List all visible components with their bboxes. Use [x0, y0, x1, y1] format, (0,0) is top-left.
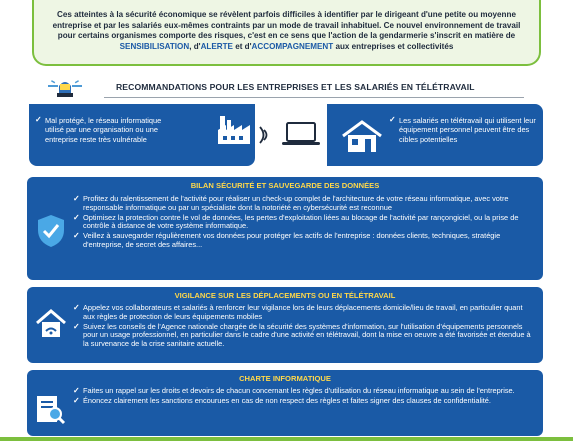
list-item: [75, 323, 533, 349]
wifi-icon: [257, 124, 275, 146]
recommendations-header: [44, 78, 534, 98]
section-title: BILAN SÉCURITÉ ET SAUVEGARDE DES DONNÉES: [190, 181, 380, 190]
list-item-text: Énoncez clairement les sanctions encourues en cas de non respect des règles et faites signer des clauses de confidentialité.: [83, 395, 491, 405]
section-list: [75, 387, 533, 407]
highlight-sensibilisation: SENSIBILISATION: [119, 41, 190, 51]
check-icon: ✓: [73, 395, 80, 405]
shield-check-icon: [35, 213, 67, 249]
list-item-text: Faites un rappel sur les droits et devoirs de chacun concernant les règles d'utilisation du réseau informatique au sein de l'entreprise.: [83, 386, 515, 395]
recommendations-title: RECOMMANDATIONS POUR LES ENTREPRISES ET LES SALARIÉS EN TÉLÉTRAVAIL: [116, 82, 475, 92]
laptop-icon: [280, 121, 322, 149]
intro-box: [32, 0, 541, 66]
check-icon: ✓: [73, 194, 80, 203]
list-item-text: Optimisez la protection contre le vol de données, les pertes d'exploitation liées au blocage de l'activité par rançongiciel, ou la prise de contrôle à distance de votre système informatique.: [83, 212, 519, 231]
list-item-text: Veillez à sauvegarder régulièrement vos données pour protéger les actifs de l'entreprise : données clients, techniques, stratégie d'entreprise, de secret des affaires...: [83, 231, 501, 249]
section-bilan-securite: [27, 177, 543, 280]
list-item: [75, 387, 533, 396]
highlight-accompagnement: ACCOMPAGNEMENT: [251, 41, 334, 51]
intro-sep-1: , d': [189, 41, 201, 51]
list-item: [75, 304, 533, 322]
check-icon: ✓: [35, 115, 42, 124]
intro-text: Ces atteintes à la sécurité économique se révèlent parfois difficiles à identifier par le dirigeant d'une petite ou moyenne entreprise et par les salariés eux-mêmes contraints par un mode de travail inhabituel. Ce nouvel environnement de travail pour certains organismes comporte des risques, c'est en ce sens que l'action de la gendarmerie s'inscrit en matière de: [52, 10, 521, 40]
check-icon: ✓: [73, 212, 80, 222]
section-title: CHARTE INFORMATIQUE: [239, 374, 331, 383]
house-icon: [341, 120, 383, 154]
divider: [104, 97, 524, 98]
list-item: [75, 214, 533, 232]
section-list: [75, 195, 533, 251]
check-icon: ✓: [389, 115, 396, 124]
check-icon: ✓: [73, 303, 80, 312]
list-item: [75, 195, 533, 213]
section-list: [75, 304, 533, 350]
home-wifi-icon: [35, 308, 67, 340]
alarm-lamp-icon: [48, 78, 82, 98]
section-vigilance-deplacements: [27, 287, 543, 363]
risk-personal-text: Les salariés en télétravail qui utilisent leur équipement personnel peuvent être des cibles potentielles: [399, 116, 536, 144]
risk-card-network: [29, 104, 255, 166]
factory-icon: [217, 112, 251, 146]
check-icon: ✓: [73, 321, 80, 331]
check-icon: ✓: [73, 386, 80, 395]
document-search-icon: [33, 393, 67, 425]
intro-text-end: aux entreprises et collectivités: [333, 41, 454, 51]
check-icon: ✓: [73, 231, 80, 241]
bottom-accent-bar: [0, 437, 573, 441]
risk-network-text: Mal protégé, le réseau informatique utilisé par une organisation ou une entreprise reste très vulnérable: [45, 116, 162, 144]
risk-card-personal-equipment: [327, 104, 543, 166]
intro-sep-2: et d': [232, 41, 252, 51]
list-item-text: Suivez les conseils de l'Agence nationale chargée de la sécurité des systèmes d'information, sur l'utilisation d'équipements personnels pour un usage professionnel, en particulier dans le cadre d'une activité en télétravail, dont la mise en oeuvre a été favorisée et étendue à la survenance de la crise sanitaire actuelle.: [83, 321, 531, 349]
list-item-text: Appelez vos collaborateurs et salariés à renforcer leur vigilance lors de leurs déplacements domicile/lieu de travail, en particulier quant aux règles de protection de leurs équipements mobiles: [83, 303, 523, 321]
section-title: VIGILANCE SUR LES DÉPLACEMENTS OU EN TÉLÉTRAVAIL: [174, 291, 396, 300]
section-charte-informatique: [27, 370, 543, 436]
list-item-text: Profitez du ralentissement de l'activité pour réaliser un check-up complet de l'architecture de votre réseau informatique, avec votre responsable informatique ou par un spécialiste dont la notoriété en cybersécurité est reconnue: [83, 194, 509, 212]
highlight-alerte: ALERTE: [200, 41, 233, 51]
list-item: [75, 397, 533, 406]
list-item: [75, 232, 533, 250]
